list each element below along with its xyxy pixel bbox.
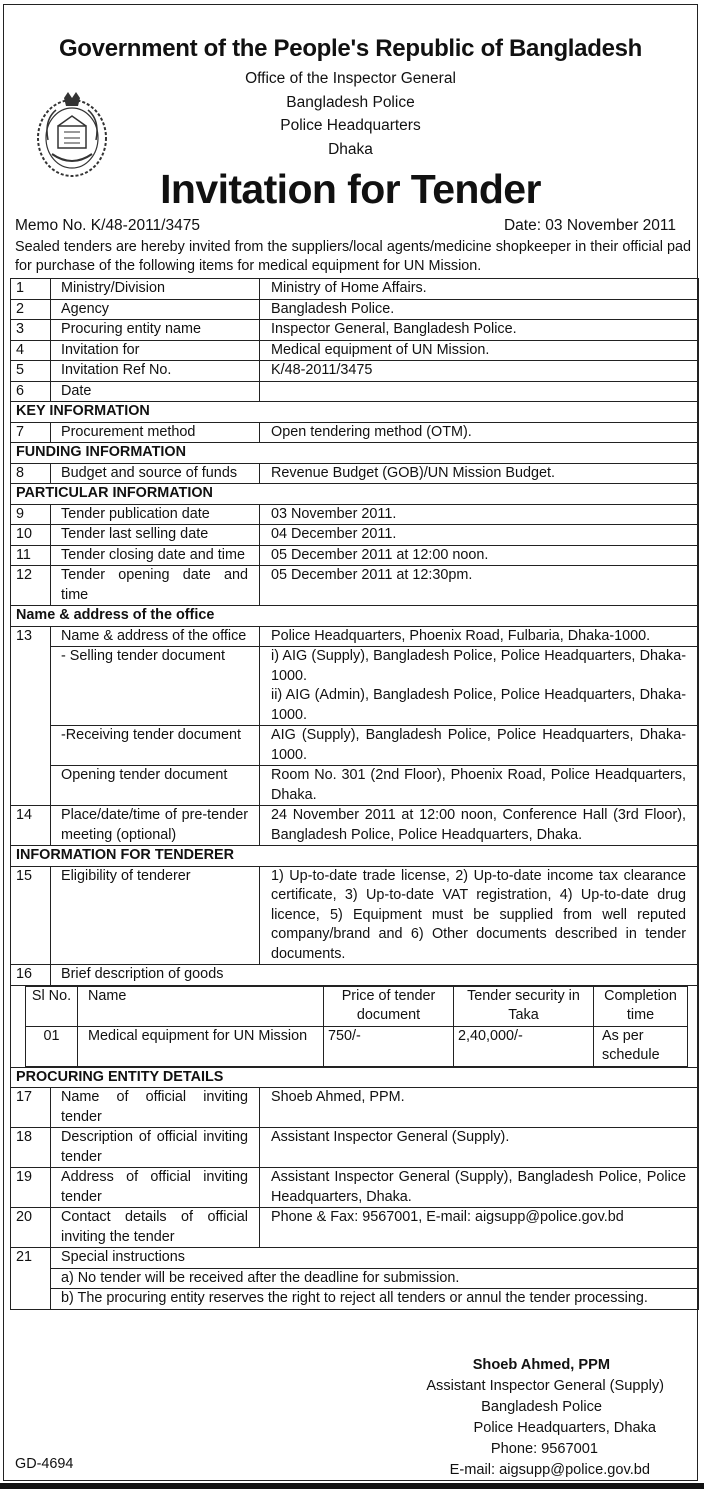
row-value: 1) Up-to-date trade license, 2) Up-to-date income tax clearance certificate, 3) Up-to-date VAT registration, 4) Up-to-date drug licence, 5) Equipment must be supplied from well reputed company/brand and 6) Other documents described in tender documents. bbox=[260, 866, 699, 965]
row-number: 8 bbox=[11, 463, 51, 484]
row-value: Phone & Fax: 9567001, E-mail: aigsupp@police.gov.bd bbox=[260, 1208, 699, 1248]
row-value: Bangladesh Police. bbox=[260, 299, 699, 320]
signatory-email: E-mail: aigsupp@police.gov.bd bbox=[449, 1462, 650, 1478]
row-label: Ministry/Division bbox=[51, 279, 260, 300]
intro-paragraph: Sealed tenders are hereby invited from the suppliers/local agents/medicine shopkeeper in their official pad for purchase of the following items for medical equipment for UN Mission. bbox=[15, 239, 691, 274]
gd-code: GD-4694 bbox=[15, 1456, 74, 1472]
table-row bbox=[11, 320, 699, 341]
goods-item-sl: 01 bbox=[26, 1026, 78, 1066]
row-label: Invitation Ref No. bbox=[51, 361, 260, 382]
goods-item-security: 2,40,000/- bbox=[454, 1026, 594, 1066]
section-row bbox=[11, 606, 699, 627]
memo-row bbox=[15, 216, 676, 235]
row-value: 03 November 2011. bbox=[260, 504, 699, 525]
goods-header-security: Tender security in Taka bbox=[454, 986, 594, 1026]
row-value: 24 November 2011 at 12:00 noon, Conference Hall (3rd Floor), Bangladesh Police, Police Headquarters, Dhaka. bbox=[260, 806, 699, 846]
row-number: 19 bbox=[11, 1168, 51, 1208]
row-label: Budget and source of funds bbox=[51, 463, 260, 484]
table-row bbox=[11, 866, 699, 965]
section-heading: Name & address of the office bbox=[11, 606, 699, 627]
row-value: Medical equipment of UN Mission. bbox=[260, 340, 699, 361]
page-title: Invitation for Tender bbox=[160, 166, 541, 212]
goods-item-price: 750/- bbox=[324, 1026, 454, 1066]
row-number: 14 bbox=[11, 806, 51, 846]
row-value: AIG (Supply), Bangladesh Police, Police Headquarters, Dhaka-1000. bbox=[260, 726, 699, 766]
row-label: Brief description of goods bbox=[51, 965, 699, 986]
goods-table bbox=[25, 986, 688, 1067]
table-row bbox=[11, 766, 699, 806]
row-label: Opening tender document bbox=[51, 766, 260, 806]
row-number: 18 bbox=[11, 1128, 51, 1168]
table-row bbox=[11, 422, 699, 443]
row-number: 16 bbox=[11, 965, 51, 986]
table-row bbox=[11, 647, 699, 726]
row-value-line: i) AIG (Supply), Bangladesh Police, Police Headquarters, Dhaka-1000. bbox=[271, 648, 686, 684]
row-number-empty bbox=[11, 1268, 51, 1289]
row-value: K/48-2011/3475 bbox=[260, 361, 699, 382]
row-value bbox=[260, 647, 699, 726]
row-label: Name of official inviting tender bbox=[51, 1088, 260, 1128]
row-label: - Selling tender document bbox=[51, 647, 260, 726]
row-value: Inspector General, Bangladesh Police. bbox=[260, 320, 699, 341]
table-row bbox=[11, 1208, 699, 1248]
row-number: 7 bbox=[11, 422, 51, 443]
table-row bbox=[11, 1268, 699, 1289]
goods-item-row bbox=[26, 1026, 688, 1066]
row-label: Invitation for bbox=[51, 340, 260, 361]
table-row bbox=[11, 361, 699, 382]
section-heading: KEY INFORMATION bbox=[11, 402, 699, 423]
table-row bbox=[11, 626, 699, 647]
row-label: Tender closing date and time bbox=[51, 545, 260, 566]
row-value-line: ii) AIG (Admin), Bangladesh Police, Police Headquarters, Dhaka-1000. bbox=[271, 687, 686, 723]
section-heading: INFORMATION FOR TENDERER bbox=[11, 846, 699, 867]
section-row bbox=[11, 402, 699, 423]
row-number-empty bbox=[11, 647, 51, 726]
table-row bbox=[11, 279, 699, 300]
row-value: 04 December 2011. bbox=[260, 525, 699, 546]
row-number-empty bbox=[11, 766, 51, 806]
row-label: Special instructions bbox=[51, 1248, 699, 1269]
row-number: 21 bbox=[11, 1248, 51, 1269]
signatory-office: Police Headquarters, Dhaka bbox=[473, 1420, 656, 1436]
row-label: Procurement method bbox=[51, 422, 260, 443]
row-label: Procuring entity name bbox=[51, 320, 260, 341]
memo-number: Memo No. K/48-2011/3475 bbox=[15, 217, 200, 234]
row-label: Contact details of official inviting the tender bbox=[51, 1208, 260, 1248]
goods-header-completion: Completion time bbox=[594, 986, 688, 1026]
table-row bbox=[11, 545, 699, 566]
goods-cell bbox=[11, 985, 699, 1067]
row-number: 20 bbox=[11, 1208, 51, 1248]
tender-table bbox=[10, 278, 699, 1310]
goods-item-completion: As per schedule bbox=[594, 1026, 688, 1066]
section-row bbox=[11, 846, 699, 867]
row-number: 6 bbox=[11, 381, 51, 402]
row-value: 05 December 2011 at 12:30pm. bbox=[260, 566, 699, 606]
row-value: Police Headquarters, Phoenix Road, Fulbaria, Dhaka-1000. bbox=[260, 626, 699, 647]
row-number: 9 bbox=[11, 504, 51, 525]
special-instruction-a: a) No tender will be received after the deadline for submission. bbox=[51, 1268, 699, 1289]
office-line: Police Headquarters bbox=[280, 117, 421, 134]
row-label: Place/date/time of pre-tender meeting (optional) bbox=[51, 806, 260, 846]
signature-block bbox=[4, 1355, 664, 1481]
office-line: Office of the Inspector General bbox=[245, 70, 456, 87]
special-instruction-b: b) The procuring entity reserves the right to reject all tenders or annul the tender processing. bbox=[51, 1289, 699, 1310]
table-row bbox=[11, 299, 699, 320]
table-row bbox=[11, 525, 699, 546]
memo-date: Date: 03 November 2011 bbox=[503, 217, 676, 234]
row-label: Eligibility of tenderer bbox=[51, 866, 260, 965]
row-label: -Receiving tender document bbox=[51, 726, 260, 766]
row-label: Description of official inviting tender bbox=[51, 1128, 260, 1168]
row-number: 4 bbox=[11, 340, 51, 361]
table-row bbox=[11, 566, 699, 606]
table-row bbox=[11, 463, 699, 484]
section-heading: PARTICULAR INFORMATION bbox=[11, 484, 699, 505]
row-label: Agency bbox=[51, 299, 260, 320]
section-row bbox=[11, 484, 699, 505]
goods-header-name: Name bbox=[78, 986, 324, 1026]
office-line: Bangladesh Police bbox=[286, 93, 415, 111]
row-label: Tender last selling date bbox=[51, 525, 260, 546]
table-row bbox=[11, 1128, 699, 1168]
table-row bbox=[11, 1088, 699, 1128]
table-row bbox=[11, 965, 699, 986]
row-number: 12 bbox=[11, 566, 51, 606]
section-heading: FUNDING INFORMATION bbox=[11, 443, 699, 464]
row-number: 2 bbox=[11, 299, 51, 320]
row-value: 05 December 2011 at 12:00 noon. bbox=[260, 545, 699, 566]
goods-item-name: Medical equipment for UN Mission bbox=[78, 1026, 324, 1066]
row-value: Shoeb Ahmed, PPM. bbox=[260, 1088, 699, 1128]
row-label: Date bbox=[51, 381, 260, 402]
goods-row bbox=[11, 985, 699, 1067]
document-frame bbox=[3, 4, 698, 1481]
goods-header-row bbox=[26, 986, 688, 1026]
row-number: 11 bbox=[11, 545, 51, 566]
row-value: Revenue Budget (GOB)/UN Mission Budget. bbox=[260, 463, 699, 484]
row-number-empty bbox=[11, 726, 51, 766]
signatory-phone: Phone: 9567001 bbox=[490, 1441, 598, 1457]
signatory-designation: Assistant Inspector General (Supply) bbox=[426, 1378, 664, 1394]
table-row bbox=[11, 340, 699, 361]
row-label: Tender publication date bbox=[51, 504, 260, 525]
signatory-name: Shoeb Ahmed, PPM bbox=[472, 1357, 610, 1373]
table-row bbox=[11, 1289, 699, 1310]
table-row bbox=[11, 726, 699, 766]
row-value: Open tendering method (OTM). bbox=[260, 422, 699, 443]
table-row bbox=[11, 806, 699, 846]
row-value bbox=[260, 381, 699, 402]
bottom-rule bbox=[0, 1483, 704, 1489]
section-heading: PROCURING ENTITY DETAILS bbox=[11, 1067, 699, 1088]
section-row bbox=[11, 443, 699, 464]
row-number: 15 bbox=[11, 866, 51, 965]
goods-header-price: Price of tender document bbox=[324, 986, 454, 1026]
row-value: Ministry of Home Affairs. bbox=[260, 279, 699, 300]
table-row bbox=[11, 381, 699, 402]
goods-header-sl: Sl No. bbox=[26, 986, 78, 1026]
row-number: 17 bbox=[11, 1088, 51, 1128]
row-number: 13 bbox=[11, 626, 51, 647]
row-label: Tender opening date and time bbox=[51, 566, 260, 606]
table-row bbox=[11, 1248, 699, 1269]
row-number: 10 bbox=[11, 525, 51, 546]
table-row bbox=[11, 1168, 699, 1208]
row-number-empty bbox=[11, 1289, 51, 1310]
row-value: Assistant Inspector General (Supply). bbox=[260, 1128, 699, 1168]
row-number: 3 bbox=[11, 320, 51, 341]
signatory-org: Bangladesh Police bbox=[481, 1399, 602, 1415]
office-line: Dhaka bbox=[328, 140, 373, 158]
row-value: Room No. 301 (2nd Floor), Phoenix Road, Police Headquarters, Dhaka. bbox=[260, 766, 699, 806]
table-row bbox=[11, 504, 699, 525]
row-number: 1 bbox=[11, 279, 51, 300]
government-title: Government of the People's Republic of Bangladesh bbox=[58, 35, 643, 62]
row-number: 5 bbox=[11, 361, 51, 382]
row-value: Assistant Inspector General (Supply), Bangladesh Police, Police Headquarters, Dhaka. bbox=[260, 1168, 699, 1208]
section-row bbox=[11, 1067, 699, 1088]
row-label: Address of official inviting tender bbox=[51, 1168, 260, 1208]
document-header bbox=[4, 5, 697, 211]
row-label: Name & address of the office bbox=[51, 626, 260, 647]
